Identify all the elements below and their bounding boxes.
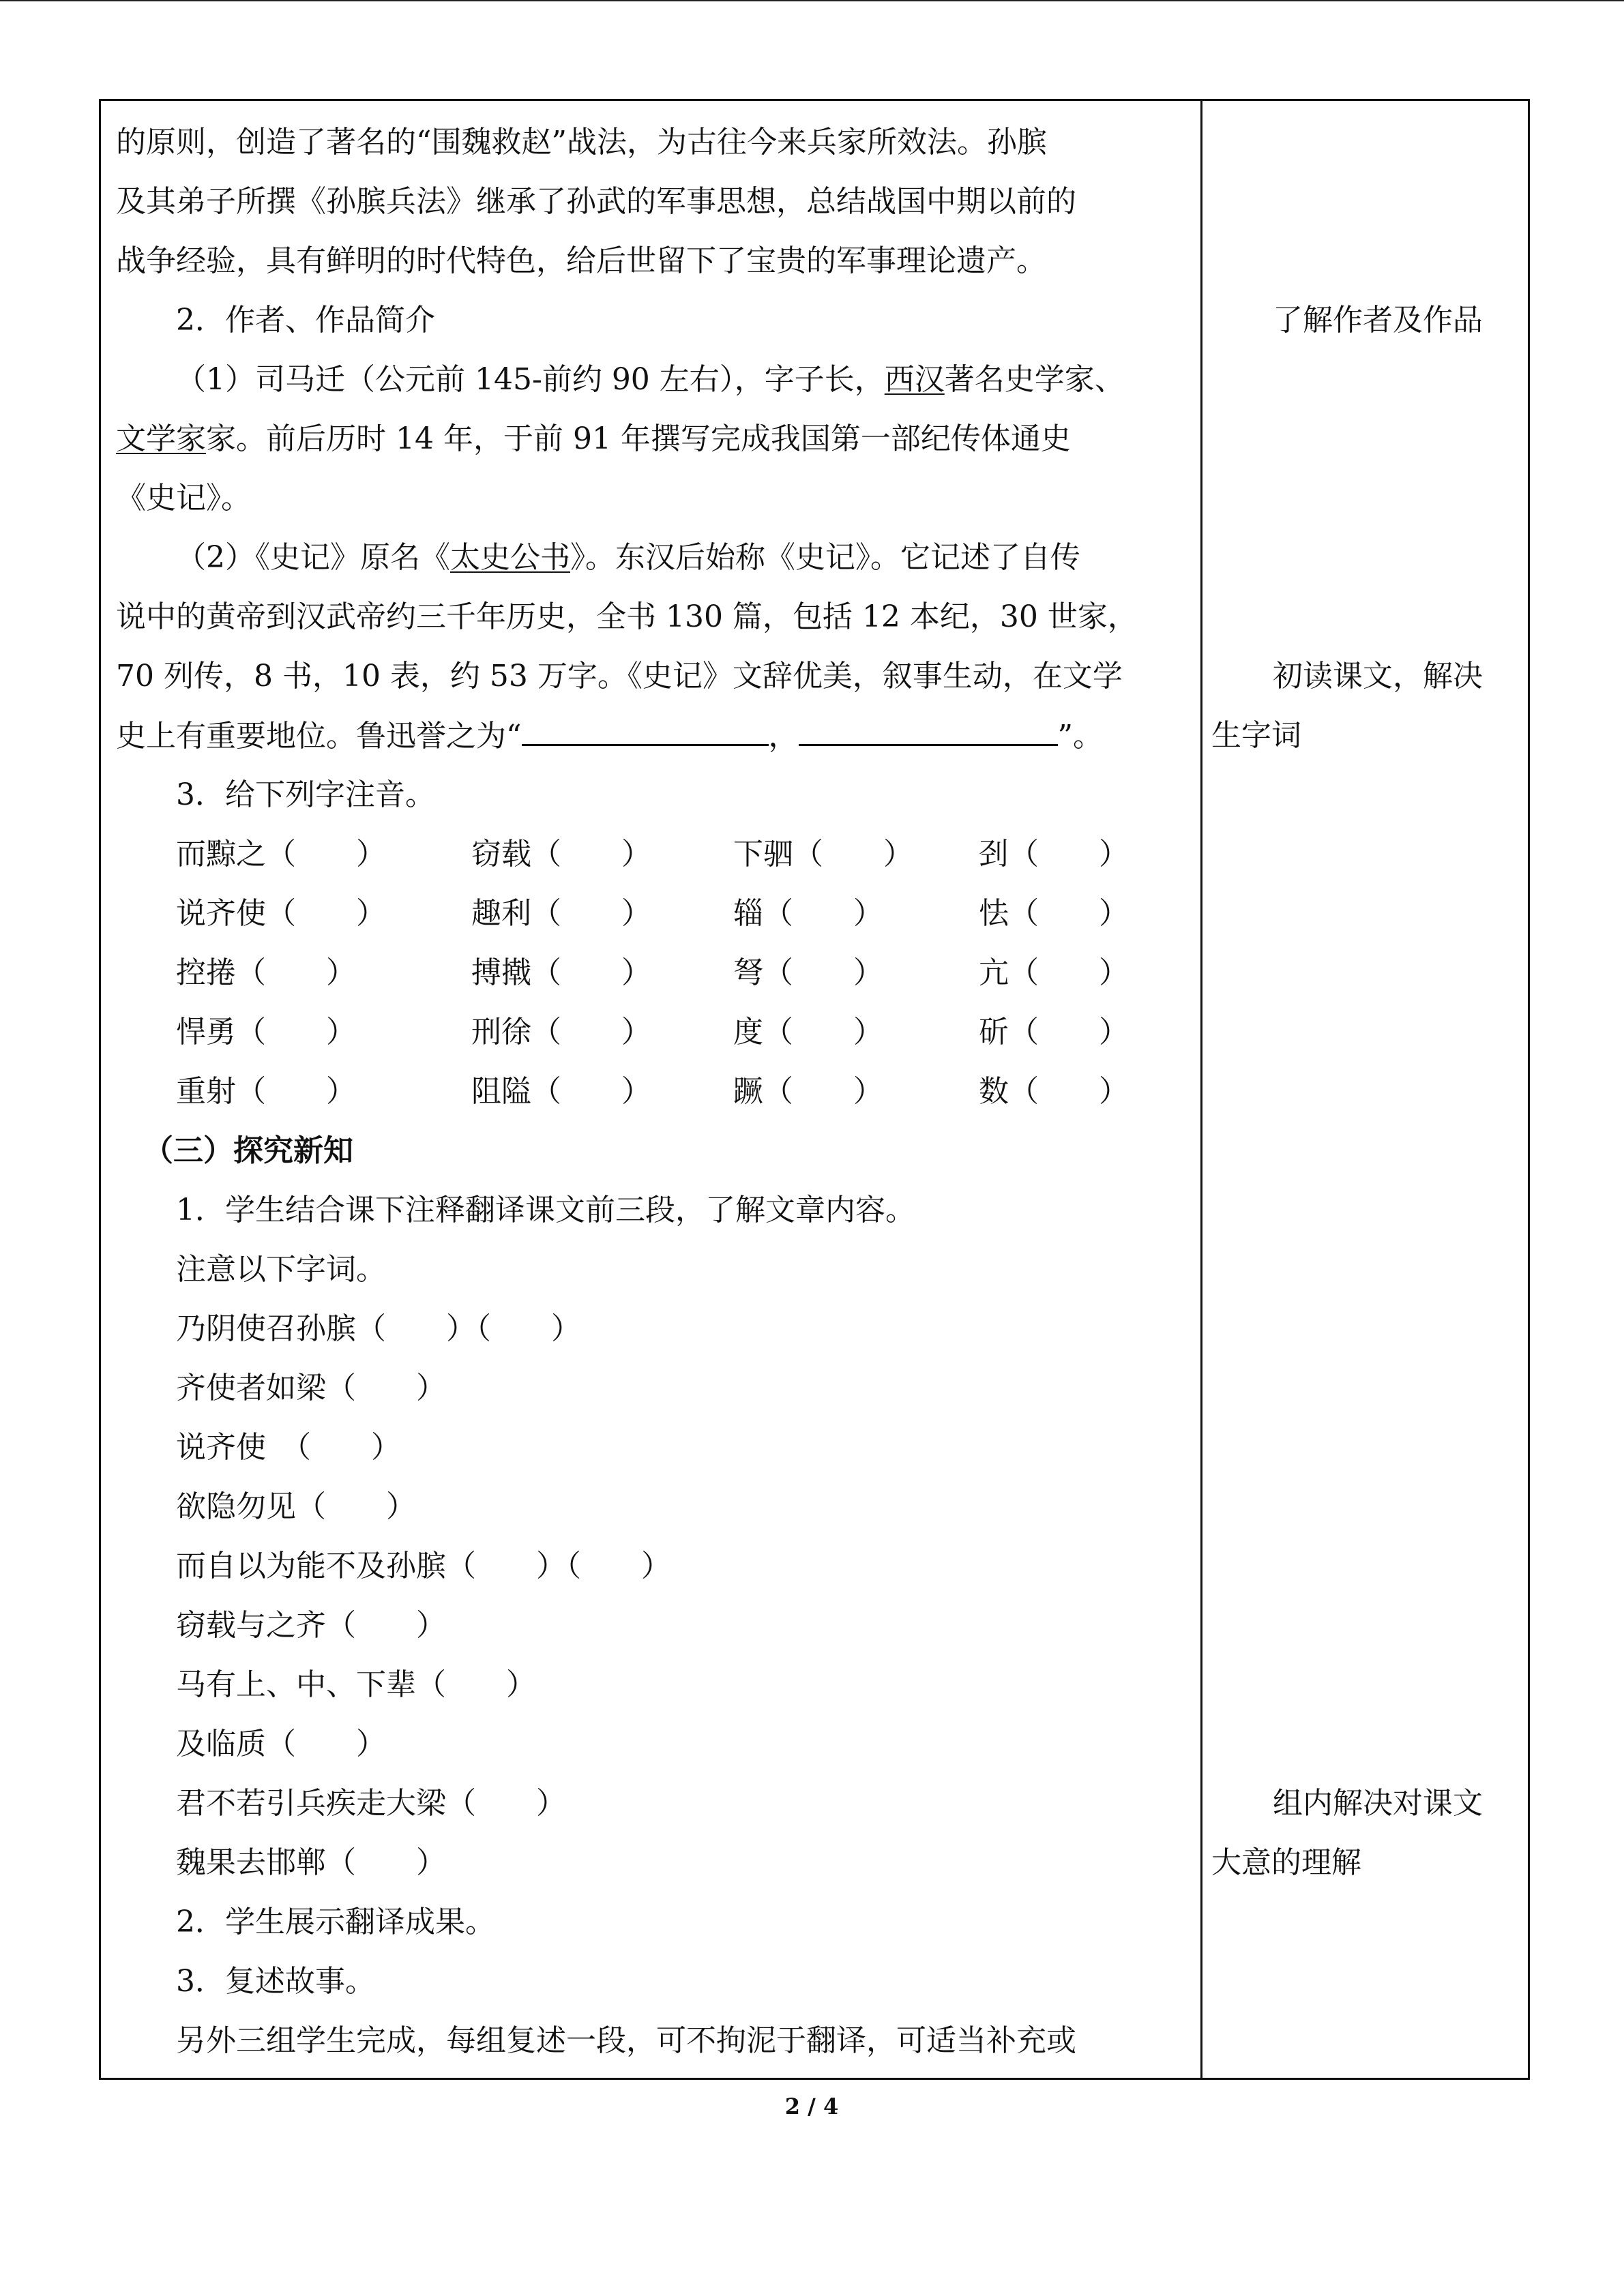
author-line-1	[176, 361, 1125, 399]
text-run: （1）司马迁（公元前 145-前约 90 左右），字子长，	[176, 362, 885, 397]
text-run: （2）《史记》原名《	[176, 540, 450, 575]
underlined-term: 太史公书	[450, 540, 570, 575]
task-1: 1．学生结合课下注释翻译课文前三段，了解文章内容。	[176, 1193, 915, 1227]
vocab-item: 魏果去邯郸（ ）	[176, 1845, 446, 1880]
vocab-item: 乃阴使召孙膑（ ）（ ）	[176, 1311, 581, 1346]
page-top-rule	[0, 0, 1624, 1]
text-run: 家。前后历时 14 年，于前 91 年撰写完成我国第一部纪传体通史	[206, 421, 1071, 456]
pinyin-row	[176, 1073, 1199, 1111]
text-run: 史上有重要地位。鲁迅誉之为“	[116, 719, 522, 754]
pinyin-item: 悍勇（ ）	[176, 1015, 356, 1049]
pinyin-item: 而黥之（ ）	[176, 837, 386, 871]
pinyin-item: 亢（ ）	[979, 955, 1129, 990]
pinyin-item: 趣利（ ）	[471, 896, 651, 931]
intro-line-3: 战争经验，具有鲜明的时代特色，给后世留下了宝贵的军事理论遗产。	[116, 243, 1046, 278]
task-2: 2．学生展示翻译成果。	[176, 1905, 495, 1939]
work-line-2: 说中的黄帝到汉武帝约三千年历史，全书 130 篇，包括 12 本纪，30 世家，	[116, 599, 1138, 634]
pinyin-item: 阻隘（ ）	[471, 1074, 651, 1109]
vocab-note: 注意以下字词。	[176, 1252, 386, 1287]
page-number: 2 / 4	[784, 2093, 839, 2119]
author-line-2	[116, 420, 1071, 458]
pinyin-item: 怯（ ）	[979, 896, 1129, 931]
side-note-3-line-2: 大意的理解	[1211, 1845, 1361, 1880]
last-line: 另外三组学生完成，每组复述一段，可不拘泥于翻译，可适当补充或	[176, 2023, 1076, 2058]
pinyin-item: 度（ ）	[733, 1015, 883, 1049]
vocab-item: 而自以为能不及孙膑（ ）（ ）	[176, 1549, 671, 1583]
intro-line-2: 及其弟子所撰《孙膑兵法》继承了孙武的军事思想，总结战国中期以前的	[116, 184, 1076, 219]
pinyin-item: 控捲（ ）	[176, 955, 356, 990]
pinyin-item: 窃载（ ）	[471, 837, 651, 871]
pinyin-row	[176, 835, 1199, 874]
vocab-item: 马有上、中、下辈（ ）	[176, 1667, 536, 1702]
part-3-heading: （三）探究新知	[143, 1133, 353, 1168]
work-line-4	[116, 717, 1103, 755]
text-run: 著名史学家、	[944, 362, 1125, 397]
vocab-item: 君不若引兵疾走大梁（ ）	[176, 1786, 566, 1821]
task-3: 3．复述故事。	[176, 1964, 375, 1999]
pinyin-item: 刭（ ）	[979, 837, 1129, 871]
side-note-2-line-2: 生字词	[1211, 718, 1301, 753]
text-run: 》。东汉后始称《史记》。它记述了自传	[570, 540, 1080, 575]
vocab-item: 齐使者如梁（ ）	[176, 1371, 446, 1405]
side-note-1: 了解作者及作品	[1273, 303, 1483, 338]
vocab-item: 及临质（ ）	[176, 1727, 386, 1761]
vocab-item: 说齐使 （ ）	[176, 1430, 401, 1465]
fill-in-blank[interactable]	[799, 717, 1058, 746]
text-run: ，	[768, 719, 799, 754]
pinyin-item: 斫（ ）	[979, 1015, 1129, 1049]
vocab-item: 欲隐勿见（ ）	[176, 1489, 416, 1524]
author-line-3: 《史记》。	[116, 481, 251, 516]
lesson-plan-table	[99, 99, 1530, 2080]
main-content-column	[116, 101, 1194, 2078]
intro-line-1: 的原则，创造了著名的“围魏救赵”战法，为古往今来兵家所效法。孙膑	[116, 125, 1047, 160]
text-run: ”。	[1057, 719, 1103, 754]
pinyin-item: 数（ ）	[979, 1074, 1129, 1109]
column-divider	[1200, 101, 1202, 2078]
pinyin-row	[176, 954, 1199, 992]
work-line-3: 70 列传，8 书，10 表，约 53 万字。《史记》文辞优美，叙事生动，在文学	[116, 659, 1123, 694]
pinyin-item: 弩（ ）	[733, 955, 883, 990]
section-2-heading: 2．作者、作品简介	[176, 303, 435, 338]
pinyin-item: 下驷（ ）	[733, 837, 913, 871]
pinyin-item: 蹶（ ）	[733, 1074, 883, 1109]
pinyin-row	[176, 1013, 1199, 1052]
underlined-term: 文学家	[116, 421, 206, 456]
side-note-3-line-1: 组内解决对课文	[1273, 1786, 1483, 1821]
side-note-2-line-1: 初读课文，解决	[1273, 659, 1483, 694]
pinyin-item: 辎（ ）	[733, 896, 883, 931]
section-3-heading: 3．给下列字注音。	[176, 777, 435, 812]
pinyin-item: 说齐使（ ）	[176, 896, 386, 931]
pinyin-item: 重射（ ）	[176, 1074, 356, 1109]
pinyin-item: 搏撠（ ）	[471, 955, 651, 990]
vocab-item: 窃载与之齐（ ）	[176, 1608, 446, 1643]
underlined-term: 西汉	[884, 362, 945, 397]
notes-column	[1211, 101, 1522, 2078]
work-line-1	[176, 539, 1080, 577]
fill-in-blank[interactable]	[522, 717, 769, 746]
pinyin-item: 刑徐（ ）	[471, 1015, 651, 1049]
pinyin-row	[176, 895, 1199, 933]
